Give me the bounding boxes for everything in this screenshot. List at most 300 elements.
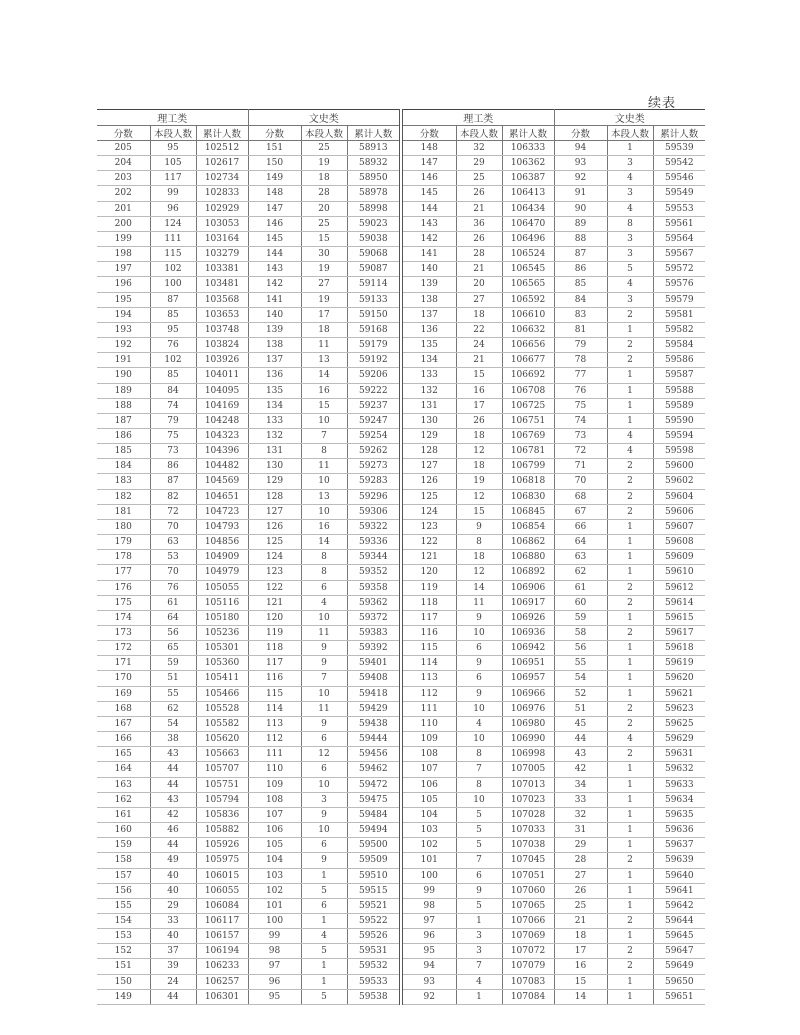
cell-segment: 1 bbox=[607, 989, 653, 1004]
cell-score: 127 bbox=[248, 504, 301, 519]
cell-segment: 10 bbox=[456, 792, 502, 807]
cell-cumulative: 107028 bbox=[502, 807, 554, 822]
cell-cumulative: 103748 bbox=[196, 322, 248, 337]
cell-cumulative: 106257 bbox=[196, 974, 248, 989]
cell-segment: 22 bbox=[456, 322, 502, 337]
cell-segment: 76 bbox=[150, 338, 196, 353]
cell-segment: 4 bbox=[607, 444, 653, 459]
cell-score: 102 bbox=[248, 883, 301, 898]
cell-segment: 20 bbox=[456, 277, 502, 292]
cell-segment: 87 bbox=[150, 474, 196, 489]
cell-score: 67 bbox=[554, 504, 607, 519]
cell-segment: 27 bbox=[456, 292, 502, 307]
col-cumulative: 累计人数 bbox=[196, 126, 248, 141]
cell-score: 101 bbox=[403, 853, 456, 868]
table-row bbox=[97, 489, 399, 504]
cell-score: 104 bbox=[248, 853, 301, 868]
cell-cumulative: 102833 bbox=[196, 186, 248, 201]
cell-score: 136 bbox=[403, 322, 456, 337]
cell-cumulative: 106942 bbox=[502, 641, 554, 656]
cell-score: 79 bbox=[554, 338, 607, 353]
cell-score: 160 bbox=[97, 823, 150, 838]
cell-score: 173 bbox=[97, 626, 150, 641]
cell-score: 154 bbox=[97, 913, 150, 928]
cell-cumulative: 59609 bbox=[653, 550, 705, 565]
table-row bbox=[97, 201, 399, 216]
cell-score: 51 bbox=[554, 701, 607, 716]
cell-segment: 1 bbox=[607, 641, 653, 656]
cell-cumulative: 59586 bbox=[653, 353, 705, 368]
cell-segment: 38 bbox=[150, 732, 196, 747]
table-row bbox=[403, 732, 705, 747]
cell-segment: 63 bbox=[150, 535, 196, 550]
cell-cumulative: 59472 bbox=[347, 777, 399, 792]
cell-cumulative: 59383 bbox=[347, 626, 399, 641]
cell-segment: 26 bbox=[456, 186, 502, 201]
table-row bbox=[403, 974, 705, 989]
cell-score: 205 bbox=[97, 141, 150, 156]
cell-segment: 4 bbox=[607, 171, 653, 186]
cell-score: 29 bbox=[554, 838, 607, 853]
cell-segment: 9 bbox=[301, 853, 347, 868]
cell-segment: 10 bbox=[456, 626, 502, 641]
table-row bbox=[403, 747, 705, 762]
cell-score: 21 bbox=[554, 913, 607, 928]
cell-segment: 1 bbox=[607, 929, 653, 944]
cell-cumulative: 107013 bbox=[502, 777, 554, 792]
cell-score: 167 bbox=[97, 716, 150, 731]
cell-segment: 1 bbox=[607, 868, 653, 883]
table-row bbox=[403, 338, 705, 353]
cell-score: 78 bbox=[554, 353, 607, 368]
table-row bbox=[403, 550, 705, 565]
cell-cumulative: 59581 bbox=[653, 307, 705, 322]
cell-score: 116 bbox=[248, 671, 301, 686]
table-row bbox=[403, 823, 705, 838]
cell-cumulative: 59576 bbox=[653, 277, 705, 292]
cell-segment: 5 bbox=[301, 944, 347, 959]
table-row bbox=[97, 838, 399, 853]
cell-cumulative: 103164 bbox=[196, 231, 248, 246]
cell-score: 140 bbox=[248, 307, 301, 322]
cell-cumulative: 106951 bbox=[502, 656, 554, 671]
cell-cumulative: 59515 bbox=[347, 883, 399, 898]
cell-score: 182 bbox=[97, 489, 150, 504]
col-segment: 本段人数 bbox=[301, 126, 347, 141]
cell-cumulative: 59549 bbox=[653, 186, 705, 201]
cell-cumulative: 107072 bbox=[502, 944, 554, 959]
cell-segment: 4 bbox=[607, 428, 653, 443]
cell-segment: 5 bbox=[301, 883, 347, 898]
cell-cumulative: 59336 bbox=[347, 535, 399, 550]
cell-cumulative: 107033 bbox=[502, 823, 554, 838]
cell-segment: 1 bbox=[607, 777, 653, 792]
cell-cumulative: 106781 bbox=[502, 444, 554, 459]
cell-score: 45 bbox=[554, 716, 607, 731]
cell-cumulative: 106818 bbox=[502, 474, 554, 489]
cell-cumulative: 59641 bbox=[653, 883, 705, 898]
cell-cumulative: 105466 bbox=[196, 686, 248, 701]
cell-segment: 13 bbox=[301, 489, 347, 504]
cell-segment: 105 bbox=[150, 156, 196, 171]
table-row bbox=[97, 777, 399, 792]
cell-cumulative: 59273 bbox=[347, 459, 399, 474]
cell-segment: 11 bbox=[301, 338, 347, 353]
table-row bbox=[403, 701, 705, 716]
cell-segment: 15 bbox=[301, 231, 347, 246]
cell-score: 146 bbox=[403, 171, 456, 186]
cell-score: 93 bbox=[403, 974, 456, 989]
table-row bbox=[97, 216, 399, 231]
cell-segment: 62 bbox=[150, 701, 196, 716]
cell-score: 175 bbox=[97, 595, 150, 610]
cell-cumulative: 104723 bbox=[196, 504, 248, 519]
cell-cumulative: 59644 bbox=[653, 913, 705, 928]
cell-cumulative: 59494 bbox=[347, 823, 399, 838]
table-row bbox=[403, 186, 705, 201]
cell-segment: 5 bbox=[456, 838, 502, 853]
cell-segment: 12 bbox=[456, 565, 502, 580]
table-row bbox=[403, 762, 705, 777]
table-row bbox=[403, 610, 705, 625]
cell-segment: 6 bbox=[301, 898, 347, 913]
table-row bbox=[97, 762, 399, 777]
cell-cumulative: 59521 bbox=[347, 898, 399, 913]
table-row bbox=[97, 898, 399, 913]
table-row bbox=[97, 186, 399, 201]
cell-cumulative: 106990 bbox=[502, 732, 554, 747]
cell-score: 86 bbox=[554, 262, 607, 277]
cell-score: 99 bbox=[403, 883, 456, 898]
cell-segment: 65 bbox=[150, 641, 196, 656]
cell-cumulative: 107079 bbox=[502, 959, 554, 974]
table-row bbox=[97, 231, 399, 246]
cell-cumulative: 59645 bbox=[653, 929, 705, 944]
cell-score: 63 bbox=[554, 550, 607, 565]
cell-segment: 12 bbox=[456, 444, 502, 459]
cell-cumulative: 58978 bbox=[347, 186, 399, 201]
cell-cumulative: 107023 bbox=[502, 792, 554, 807]
cell-segment: 1 bbox=[607, 792, 653, 807]
cell-cumulative: 103926 bbox=[196, 353, 248, 368]
cell-score: 32 bbox=[554, 807, 607, 822]
cell-segment: 24 bbox=[150, 974, 196, 989]
cell-score: 124 bbox=[403, 504, 456, 519]
cell-cumulative: 106677 bbox=[502, 353, 554, 368]
cell-segment: 64 bbox=[150, 610, 196, 625]
cell-score: 123 bbox=[248, 565, 301, 580]
cell-segment: 61 bbox=[150, 595, 196, 610]
cell-cumulative: 106524 bbox=[502, 247, 554, 262]
cell-score: 133 bbox=[403, 368, 456, 383]
cell-segment: 84 bbox=[150, 383, 196, 398]
cell-score: 60 bbox=[554, 595, 607, 610]
cell-segment: 1 bbox=[607, 823, 653, 838]
cell-score: 184 bbox=[97, 459, 150, 474]
table-row bbox=[403, 898, 705, 913]
cell-segment: 29 bbox=[150, 898, 196, 913]
cell-segment: 17 bbox=[301, 307, 347, 322]
cell-segment: 3 bbox=[301, 792, 347, 807]
cell-segment: 10 bbox=[301, 413, 347, 428]
cell-cumulative: 106708 bbox=[502, 383, 554, 398]
cell-segment: 10 bbox=[301, 686, 347, 701]
cell-segment: 2 bbox=[607, 913, 653, 928]
table-row bbox=[403, 792, 705, 807]
cell-cumulative: 102617 bbox=[196, 156, 248, 171]
cell-segment: 6 bbox=[301, 732, 347, 747]
cell-score: 195 bbox=[97, 292, 150, 307]
cell-segment: 2 bbox=[607, 626, 653, 641]
cell-segment: 9 bbox=[456, 686, 502, 701]
cell-cumulative: 106966 bbox=[502, 686, 554, 701]
cell-cumulative: 105794 bbox=[196, 792, 248, 807]
col-segment: 本段人数 bbox=[456, 126, 502, 141]
cell-score: 131 bbox=[248, 444, 301, 459]
cell-score: 128 bbox=[248, 489, 301, 504]
cell-cumulative: 59401 bbox=[347, 656, 399, 671]
cell-score: 129 bbox=[403, 428, 456, 443]
cell-score: 189 bbox=[97, 383, 150, 398]
cell-cumulative: 105707 bbox=[196, 762, 248, 777]
cell-score: 117 bbox=[403, 610, 456, 625]
cell-score: 201 bbox=[97, 201, 150, 216]
cell-score: 187 bbox=[97, 413, 150, 428]
cell-score: 191 bbox=[97, 353, 150, 368]
table-row bbox=[97, 944, 399, 959]
cell-segment: 2 bbox=[607, 716, 653, 731]
cell-cumulative: 59539 bbox=[653, 141, 705, 156]
cell-score: 109 bbox=[248, 777, 301, 792]
cell-cumulative: 106084 bbox=[196, 898, 248, 913]
table-row bbox=[97, 913, 399, 928]
cell-segment: 10 bbox=[301, 777, 347, 792]
cell-segment: 4 bbox=[301, 595, 347, 610]
table-row bbox=[97, 247, 399, 262]
cell-cumulative: 59438 bbox=[347, 716, 399, 731]
cell-segment: 16 bbox=[301, 519, 347, 534]
cell-segment: 1 bbox=[607, 656, 653, 671]
cell-score: 147 bbox=[248, 201, 301, 216]
table-row bbox=[97, 171, 399, 186]
cell-segment: 15 bbox=[301, 398, 347, 413]
cell-score: 142 bbox=[403, 231, 456, 246]
cell-cumulative: 105411 bbox=[196, 671, 248, 686]
table-row bbox=[403, 141, 705, 156]
cell-cumulative: 59114 bbox=[347, 277, 399, 292]
cell-score: 158 bbox=[97, 853, 150, 868]
cell-segment: 20 bbox=[301, 201, 347, 216]
cell-score: 194 bbox=[97, 307, 150, 322]
table-row bbox=[97, 671, 399, 686]
cell-cumulative: 59594 bbox=[653, 428, 705, 443]
cell-cumulative: 59456 bbox=[347, 747, 399, 762]
cell-cumulative: 106957 bbox=[502, 671, 554, 686]
table-row bbox=[97, 338, 399, 353]
cell-score: 125 bbox=[248, 535, 301, 550]
cell-score: 152 bbox=[97, 944, 150, 959]
cell-segment: 1 bbox=[607, 383, 653, 398]
cell-cumulative: 106055 bbox=[196, 883, 248, 898]
cell-score: 149 bbox=[248, 171, 301, 186]
table-row bbox=[97, 428, 399, 443]
cell-segment: 59 bbox=[150, 656, 196, 671]
cell-score: 196 bbox=[97, 277, 150, 292]
table-row bbox=[97, 792, 399, 807]
cell-score: 138 bbox=[403, 292, 456, 307]
cell-score: 16 bbox=[554, 959, 607, 974]
table-row bbox=[97, 656, 399, 671]
cell-cumulative: 106854 bbox=[502, 519, 554, 534]
cell-cumulative: 105180 bbox=[196, 610, 248, 625]
cell-cumulative: 59619 bbox=[653, 656, 705, 671]
cell-cumulative: 106830 bbox=[502, 489, 554, 504]
cell-cumulative: 105360 bbox=[196, 656, 248, 671]
table-row bbox=[97, 853, 399, 868]
cell-cumulative: 107051 bbox=[502, 868, 554, 883]
cell-score: 132 bbox=[403, 383, 456, 398]
cell-score: 130 bbox=[248, 459, 301, 474]
cell-segment: 44 bbox=[150, 777, 196, 792]
table-row bbox=[97, 307, 399, 322]
cell-score: 148 bbox=[403, 141, 456, 156]
table-row bbox=[403, 656, 705, 671]
cell-segment: 95 bbox=[150, 141, 196, 156]
table-row bbox=[403, 171, 705, 186]
cell-cumulative: 59179 bbox=[347, 338, 399, 353]
cell-segment: 79 bbox=[150, 413, 196, 428]
table-row bbox=[403, 626, 705, 641]
table-row bbox=[97, 686, 399, 701]
cell-score: 130 bbox=[403, 413, 456, 428]
cell-score: 110 bbox=[403, 716, 456, 731]
cell-cumulative: 104979 bbox=[196, 565, 248, 580]
cell-score: 129 bbox=[248, 474, 301, 489]
cell-score: 177 bbox=[97, 565, 150, 580]
cell-score: 88 bbox=[554, 231, 607, 246]
cell-segment: 43 bbox=[150, 792, 196, 807]
cell-cumulative: 59617 bbox=[653, 626, 705, 641]
cell-cumulative: 59607 bbox=[653, 519, 705, 534]
table-row bbox=[403, 231, 705, 246]
cell-score: 112 bbox=[248, 732, 301, 747]
cell-segment: 51 bbox=[150, 671, 196, 686]
table-row bbox=[97, 474, 399, 489]
cell-score: 146 bbox=[248, 216, 301, 231]
cell-score: 17 bbox=[554, 944, 607, 959]
cell-segment: 1 bbox=[301, 868, 347, 883]
cell-cumulative: 59598 bbox=[653, 444, 705, 459]
cell-segment: 1 bbox=[607, 807, 653, 822]
cell-score: 148 bbox=[248, 186, 301, 201]
cell-cumulative: 106917 bbox=[502, 595, 554, 610]
cell-score: 126 bbox=[248, 519, 301, 534]
cell-segment: 1 bbox=[607, 838, 653, 853]
table-row bbox=[403, 398, 705, 413]
cell-cumulative: 107066 bbox=[502, 913, 554, 928]
table-row bbox=[97, 444, 399, 459]
cell-segment: 7 bbox=[301, 671, 347, 686]
cell-score: 26 bbox=[554, 883, 607, 898]
col-cumulative: 累计人数 bbox=[347, 126, 399, 141]
cell-score: 185 bbox=[97, 444, 150, 459]
cell-score: 74 bbox=[554, 413, 607, 428]
cell-cumulative: 59564 bbox=[653, 231, 705, 246]
cell-score: 155 bbox=[97, 898, 150, 913]
cell-cumulative: 107005 bbox=[502, 762, 554, 777]
cell-cumulative: 106936 bbox=[502, 626, 554, 641]
cell-cumulative: 59372 bbox=[347, 610, 399, 625]
cell-score: 107 bbox=[248, 807, 301, 822]
cell-segment: 2 bbox=[607, 701, 653, 716]
cell-cumulative: 59538 bbox=[347, 989, 399, 1004]
cell-score: 156 bbox=[97, 883, 150, 898]
table-row bbox=[403, 383, 705, 398]
table-row bbox=[403, 216, 705, 231]
cell-score: 101 bbox=[248, 898, 301, 913]
cell-segment: 6 bbox=[456, 641, 502, 656]
cell-segment: 1 bbox=[456, 989, 502, 1004]
cell-segment: 8 bbox=[301, 550, 347, 565]
cell-score: 115 bbox=[248, 686, 301, 701]
cell-cumulative: 59579 bbox=[653, 292, 705, 307]
cell-cumulative: 106545 bbox=[502, 262, 554, 277]
cell-cumulative: 105926 bbox=[196, 838, 248, 853]
cell-score: 190 bbox=[97, 368, 150, 383]
cell-score: 120 bbox=[403, 565, 456, 580]
cell-segment: 1 bbox=[607, 686, 653, 701]
cell-score: 111 bbox=[403, 701, 456, 716]
table-row bbox=[97, 398, 399, 413]
cell-cumulative: 106725 bbox=[502, 398, 554, 413]
cell-score: 137 bbox=[403, 307, 456, 322]
cell-cumulative: 59590 bbox=[653, 413, 705, 428]
cell-segment: 19 bbox=[301, 156, 347, 171]
cell-score: 96 bbox=[403, 929, 456, 944]
cell-segment: 1 bbox=[607, 519, 653, 534]
cell-cumulative: 105582 bbox=[196, 716, 248, 731]
cell-score: 142 bbox=[248, 277, 301, 292]
cell-segment: 2 bbox=[607, 338, 653, 353]
table-row bbox=[403, 716, 705, 731]
cell-segment: 19 bbox=[301, 262, 347, 277]
cell-segment: 9 bbox=[301, 716, 347, 731]
cell-segment: 9 bbox=[456, 883, 502, 898]
cell-cumulative: 106434 bbox=[502, 201, 554, 216]
cell-score: 125 bbox=[403, 489, 456, 504]
table-row bbox=[97, 535, 399, 550]
table-row bbox=[97, 322, 399, 337]
cell-segment: 43 bbox=[150, 747, 196, 762]
cell-score: 139 bbox=[248, 322, 301, 337]
cell-score: 169 bbox=[97, 686, 150, 701]
cell-segment: 55 bbox=[150, 686, 196, 701]
cell-cumulative: 59584 bbox=[653, 338, 705, 353]
cell-score: 151 bbox=[248, 141, 301, 156]
cell-segment: 39 bbox=[150, 959, 196, 974]
cell-score: 73 bbox=[554, 428, 607, 443]
cell-segment: 3 bbox=[607, 156, 653, 171]
cell-cumulative: 106880 bbox=[502, 550, 554, 565]
cell-segment: 111 bbox=[150, 231, 196, 246]
cell-segment: 85 bbox=[150, 307, 196, 322]
cell-score: 115 bbox=[403, 641, 456, 656]
cell-cumulative: 104482 bbox=[196, 459, 248, 474]
cell-score: 106 bbox=[248, 823, 301, 838]
table-row bbox=[403, 838, 705, 853]
table-row bbox=[403, 368, 705, 383]
cell-segment: 36 bbox=[456, 216, 502, 231]
